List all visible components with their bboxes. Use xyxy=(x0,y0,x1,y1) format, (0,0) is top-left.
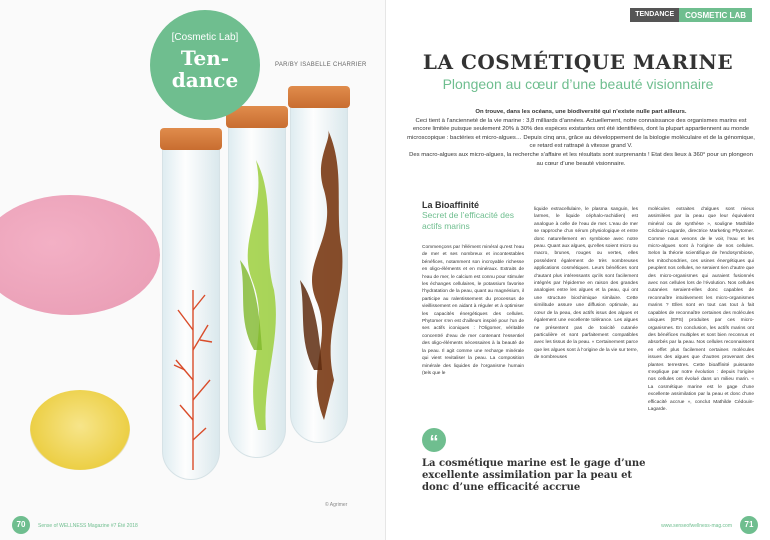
green-seaweed xyxy=(232,150,284,430)
badge-title-line-1: Ten- xyxy=(180,46,230,70)
article-subtitle: Plongeon au cœur d’une beauté visionnaire xyxy=(442,76,714,92)
section-badge xyxy=(150,10,260,120)
badge-tag: [Cosmetic Lab] xyxy=(171,32,239,43)
test-tube-cap-1 xyxy=(160,128,222,150)
red-seaweed xyxy=(170,270,216,470)
badge-title xyxy=(150,47,260,91)
body-column-1: Commençons par l’élément minéral qu’est l’eau de mer et ses nombreux et incontestables bénéfices, notamment son incroyable richesse en oligo-éléments et en minéraux. Extraits de l’eau de mer, le calcium est connu pour stimuler les échanges cellulaires, le potassium favorise l’hydratation de la peau, quant au magnésium, il participe au ralentissement du processus de vieillissement en aidant à réguler et à optimiser les capacités énergétiques des cellules. Phytomer s’en est d’ailleurs inspiré pour l’un de ses actifs iconiques : l’Oligomer, véritable concentré d’eau de mer contenant l’essentiel des oligo-éléments nécessaires à la beauté de la peau. Il agit comme une recharge minérale qui vient revitaliser la peau. La composition minérale des liquides de l’organisme humain (tels que le xyxy=(422,245,524,376)
test-tube-cap-3 xyxy=(288,86,350,108)
article-title: LA COSMÉTIQUE MARINE xyxy=(422,50,734,74)
section-heading xyxy=(422,200,532,232)
brown-seaweed xyxy=(294,130,346,420)
page-number-right: 71 xyxy=(740,516,758,534)
article-intro xyxy=(406,108,756,168)
intro-line-1: On trouve, dans les océans, une biodiversité qui n’existe nulle part ailleurs. xyxy=(475,109,687,115)
intro-paragraph-3: Des macro-algues aux micro-algues, la recherche s’affaire et les résultats sont surprenants ! Etat des lieux à 360° pour un plongeon au cœur d’une beauté visionnaire. xyxy=(409,151,753,167)
right-page xyxy=(385,0,770,540)
photo-credit: © Agrimer xyxy=(325,502,348,508)
section-tag xyxy=(630,8,752,22)
footer-right: www.senseofwellness-mag.com xyxy=(661,523,732,529)
oil-bowl-image xyxy=(30,390,130,470)
body-column-2: liquide extracellulaire, le plasma sanguin, les larmes, le liquide céphalo-rachidien) est analogue à celle de l’eau de mer. L’eau de mer se rapproche d’un sérum physiologique et entre donc naturellement en symbiose avec notre peau. Quant aux algues, qu’elles soient micro ou macro, brunes, rouges ou vertes, elles possèdent également de très nombreuses applications cosmétiques. Leurs bénéfices sont d’autant plus intéressants qu’ils sont facilement intégrés par l’épiderme en raison des grandes analogies entre les algues et la peau, qui ont une structure biochimique similaire. Cette similitude assure une diffusion optimale, au cœur de la peau, des actifs issus des algues et également une excellente tolérance. Les algues ne présentent pas de toxicité cutanée particulière et sont parfaitement compatibles avec les tissus de la peau. « Certainement parce que les algues sont à l’origine de la vie sur terre, de nombreuses xyxy=(534,207,638,361)
badge-title-line-2: dance xyxy=(171,68,239,92)
body-column-3: molécules extraites d’algues sont mieux assimilées par la peau que leur équivalent minéral ou de synthèse », souligne Mathilde Cédouin-Lagarde, directrice Marketing Phytomer. Comme nous venons de le voir, l’eau et les micro-algues sont à l’origine de nos cellules. Selon la théorie scientifique de l’endosymbiose, les mitochondries, ces usines énergétiques qui peuplent nos cellules, ne seraient rien d’autre que des micro-organismes qui auraient fusionnés avec nos cellules lors de l’évolution. Nos cellules cutanées seraient-elles donc capables de reconnaître intuitivement les micro-organismes marins ? Elles sont en tout cas tout à fait capables de reconnaître certaines des molécules uniques (EPS) produites par ces micro-organismes. En conclusion, les actifs marins ont des bénéfices multiples et sont bien reconnus et absorbés par la peau. Nos cellules reconnaissent en effet plus facilement certaines molécules issues des algues que d’autres provenant des plantes terrestres. Cette bioaffinité puissante s’explique par notre évolution : depuis l’origine nos cellules ont évolué dans un milieu marin. « La cosmétique marine est le gage d’une excellente assimilation par la peau et donc d’une efficacité accrue », conclut Mathilde Cédouin-Lagarde. xyxy=(648,207,754,412)
pull-quote: La cosmétique marine est le gage d’une excellente assimilation par la peau et donc d’une efficacité accrue xyxy=(422,458,646,493)
tag-tendance: TENDANCE xyxy=(630,8,679,22)
section-title: La Bioaffinité xyxy=(422,200,480,210)
page-number-left: 70 xyxy=(12,516,30,534)
byline: PAR/BY ISABELLE CHARRIER xyxy=(275,62,367,68)
tag-cosmetic-lab: COSMETIC LAB xyxy=(679,8,752,22)
footer-left: Sense of WELLNESS Magazine #7 Été 2018 xyxy=(38,523,138,529)
pink-cream-image xyxy=(0,195,160,315)
intro-paragraph-2: Ceci tient à l’ancienneté de la vie marine : 3,8 milliards d’années. Actuellement, notre connaissance des organismes marins est encore limitée puisque seulement 20% à 30% des espèces existantes ont été identifiées, dont la plupart appartiennent au monde microscopique : bactéries et micro-algues… Depuis cinq ans, grâce au développement de la biologie moléculaire et de la génomique, ce retard est rattrapé à vitesse grand V. xyxy=(407,117,755,150)
quote-mark-icon: “ xyxy=(422,428,446,452)
section-subtitle: Secret de l’efficacité des actifs marins xyxy=(422,210,514,231)
